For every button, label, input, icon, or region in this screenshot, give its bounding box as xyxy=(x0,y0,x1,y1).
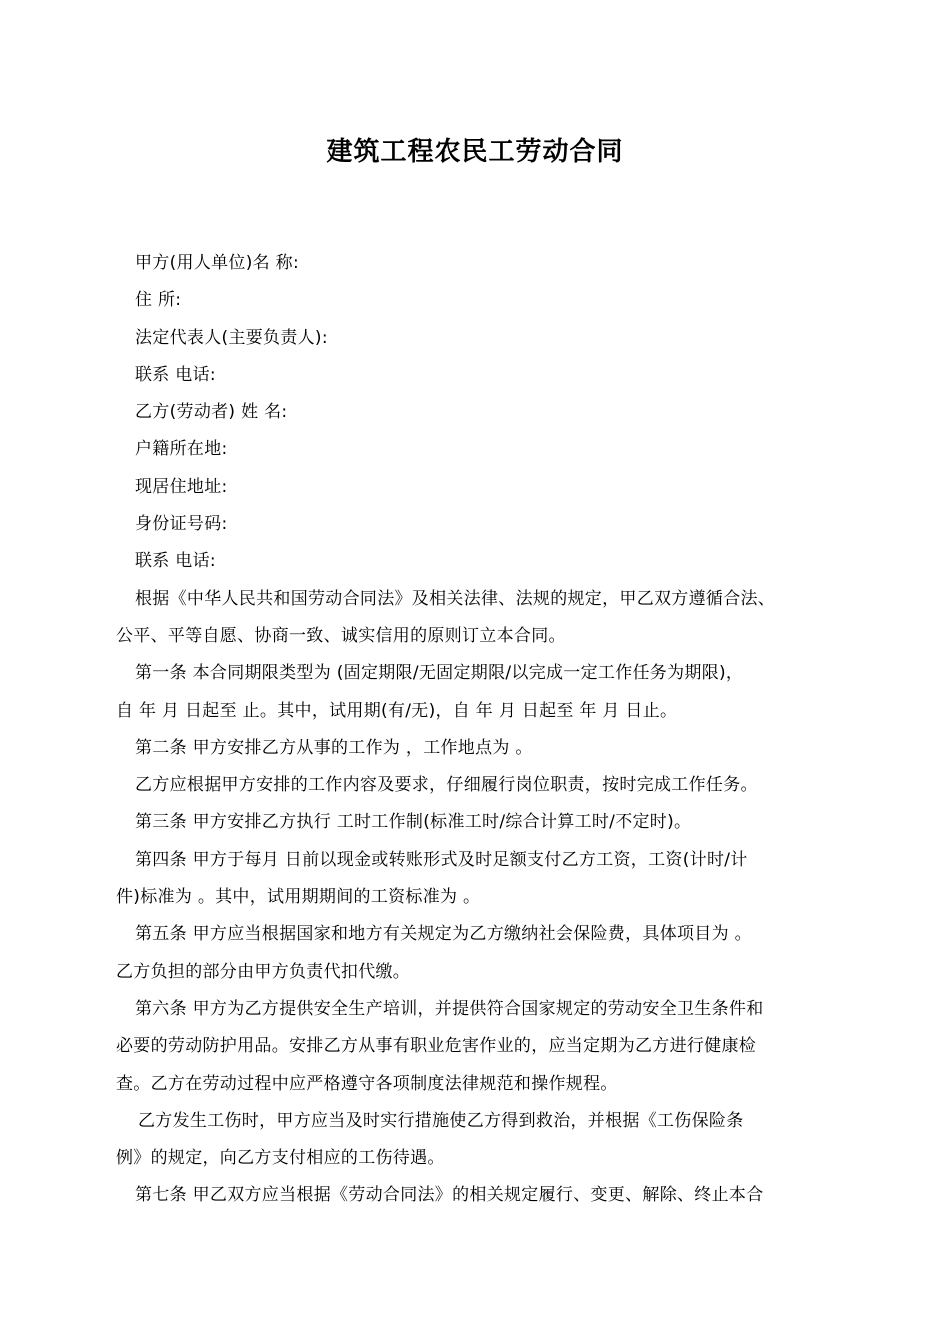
contract-body xyxy=(116,245,846,1215)
party-a-name-line: 甲方(用人单位)名 称: xyxy=(135,253,299,273)
article-1-line-1: 第一条 本合同期限类型为 (固定期限/无固定期限/以完成一定工作任务为期限)， xyxy=(135,663,744,684)
article-3-line: 第三条 甲方安排乙方执行 工时工作制(标准工时/综合计算工时/不定时)。 xyxy=(135,812,692,833)
party-b-name-line: 乙方(劳动者) 姓 名: xyxy=(135,402,288,423)
article-1-line-2: 自 年 月 日起至 止。其中，试用期(有/无)，自 年 月 日起至 年 月 日止。 xyxy=(116,700,678,721)
party-a-address-line: 住 所: xyxy=(135,290,182,311)
legal-representative-line: 法定代表人(主要负责人): xyxy=(135,327,328,348)
current-address-line: 现居住地址: xyxy=(135,476,228,497)
article-4-line-2: 件)标准为 。其中，试用期期间的工资标准为 。 xyxy=(116,887,481,908)
preamble-line-1: 根据《中华人民共和国劳动合同法》及相关法律、法规的规定，甲乙双方遵循合法、 xyxy=(135,588,776,609)
work-injury-line-1: 乙方发生工伤时，甲方应当及时实行措施使乙方得到救治，并根据《工伤保险条 xyxy=(138,1110,744,1131)
document-title: 建筑工程农民工劳动合同 xyxy=(326,137,624,167)
article-5-line-2: 乙方负担的部分由甲方负责代扣代缴。 xyxy=(116,961,411,982)
article-6-line-2: 必要的劳动防护用品。安排乙方从事有职业危害作业的，应当定期为乙方进行健康检 xyxy=(116,1036,757,1057)
article-2-line-2: 乙方应根据甲方安排的工作内容及要求，仔细履行岗位职责，按时完成工作任务。 xyxy=(135,775,758,796)
party-a-phone-line: 联系 电话: xyxy=(135,364,216,385)
article-2-line-1: 第二条 甲方安排乙方从事的工作为 ，工作地点为 。 xyxy=(135,737,533,758)
party-b-phone-line: 联系 电话: xyxy=(135,551,216,572)
article-4-line-1: 第四条 甲方于每月 日前以现金或转账形式及时足额支付乙方工资，工资(计时/计 xyxy=(135,849,748,870)
article-6-line-3: 查。乙方在劳动过程中应严格遵守各项制度法律规范和操作规程。 xyxy=(116,1073,618,1094)
article-7-line-1: 第七条 甲乙双方应当根据《劳动合同法》的相关规定履行、变更、解除、终止本合 xyxy=(135,1185,764,1206)
article-6-line-1: 第六条 甲方为乙方提供安全生产培训，并提供符合国家规定的劳动安全卫生条件和 xyxy=(135,998,764,1019)
work-injury-line-2: 例》的规定，向乙方支付相应的工伤待遇。 xyxy=(116,1148,445,1169)
article-5-line-1: 第五条 甲方应当根据国家和地方有关规定为乙方缴纳社会保险费，具体项目为 。 xyxy=(135,924,752,945)
household-registration-line: 户籍所在地: xyxy=(135,439,228,460)
preamble-line-2: 公平、平等自愿、协商一致、诚实信用的原则订立本合同。 xyxy=(116,625,566,646)
id-number-line: 身份证号码: xyxy=(135,514,228,535)
